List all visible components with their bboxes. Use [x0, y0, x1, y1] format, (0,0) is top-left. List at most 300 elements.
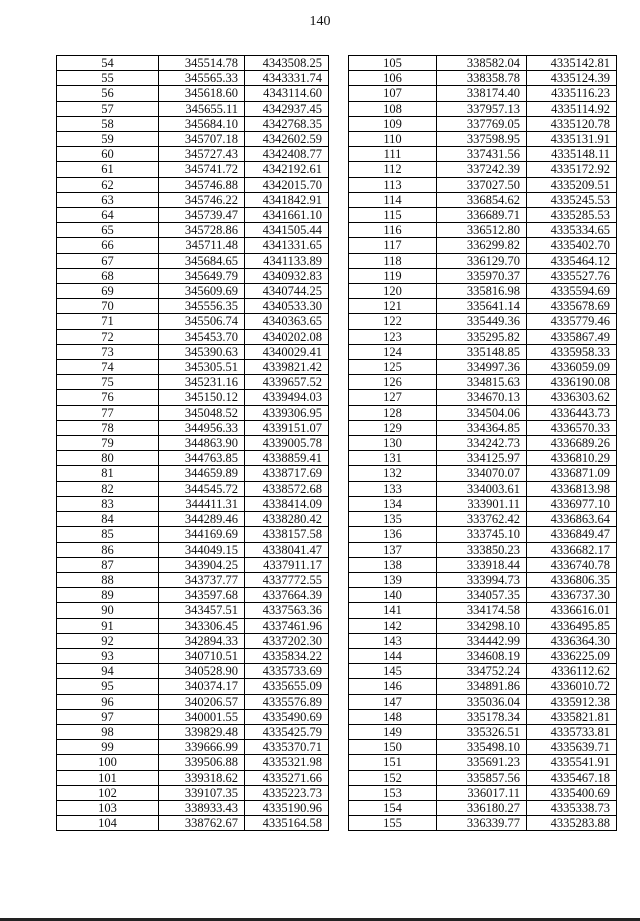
x-coordinate-cell: 339107.35 [159, 785, 245, 800]
point-number-cell: 89 [57, 588, 159, 603]
y-coordinate-cell: 4341133.89 [245, 253, 329, 268]
table-row [349, 71, 617, 86]
x-coordinate-cell: 338174.40 [437, 86, 527, 101]
table-row [57, 709, 329, 724]
y-coordinate-cell: 4335271.66 [245, 770, 329, 785]
point-number-cell: 103 [57, 800, 159, 815]
x-coordinate-cell: 344763.85 [159, 451, 245, 466]
x-coordinate-cell: 345565.33 [159, 71, 245, 86]
y-coordinate-cell: 4342768.35 [245, 116, 329, 131]
y-coordinate-cell: 4335164.58 [245, 816, 329, 831]
x-coordinate-cell: 342894.33 [159, 633, 245, 648]
y-coordinate-cell: 4336740.78 [527, 557, 617, 572]
table-row [349, 496, 617, 511]
table-row [349, 800, 617, 815]
point-number-cell: 70 [57, 299, 159, 314]
point-number-cell: 149 [349, 724, 437, 739]
point-number-cell: 62 [57, 177, 159, 192]
table-row [57, 679, 329, 694]
point-number-cell: 64 [57, 208, 159, 223]
point-number-cell: 123 [349, 329, 437, 344]
x-coordinate-cell: 344863.90 [159, 436, 245, 451]
x-coordinate-cell: 345727.43 [159, 147, 245, 162]
point-number-cell: 66 [57, 238, 159, 253]
table-row [349, 299, 617, 314]
point-number-cell: 110 [349, 132, 437, 147]
y-coordinate-cell: 4336059.09 [527, 360, 617, 375]
y-coordinate-cell: 4335124.39 [527, 71, 617, 86]
point-number-cell: 120 [349, 284, 437, 299]
point-number-cell: 106 [349, 71, 437, 86]
table-row [57, 390, 329, 405]
y-coordinate-cell: 4338414.09 [245, 496, 329, 511]
x-coordinate-cell: 345741.72 [159, 162, 245, 177]
table-row [57, 147, 329, 162]
y-coordinate-cell: 4335678.69 [527, 299, 617, 314]
point-number-cell: 140 [349, 588, 437, 603]
y-coordinate-cell: 4335114.92 [527, 101, 617, 116]
table-row [57, 162, 329, 177]
x-coordinate-cell: 344289.46 [159, 512, 245, 527]
x-coordinate-cell: 334815.63 [437, 375, 527, 390]
x-coordinate-cell: 334174.58 [437, 603, 527, 618]
table-row [349, 572, 617, 587]
table-row [57, 208, 329, 223]
y-coordinate-cell: 4335402.70 [527, 238, 617, 253]
y-coordinate-cell: 4335425.79 [245, 724, 329, 739]
x-coordinate-cell: 335148.85 [437, 344, 527, 359]
point-number-cell: 88 [57, 572, 159, 587]
table-row [57, 664, 329, 679]
point-number-cell: 143 [349, 633, 437, 648]
table-row [57, 512, 329, 527]
point-number-cell: 77 [57, 405, 159, 420]
table-row [57, 572, 329, 587]
table-row [349, 633, 617, 648]
point-number-cell: 122 [349, 314, 437, 329]
table-row [57, 405, 329, 420]
point-number-cell: 129 [349, 420, 437, 435]
point-number-cell: 114 [349, 192, 437, 207]
table-row [349, 56, 617, 71]
point-number-cell: 151 [349, 755, 437, 770]
point-number-cell: 56 [57, 86, 159, 101]
table-row [57, 618, 329, 633]
x-coordinate-cell: 345305.51 [159, 360, 245, 375]
point-number-cell: 155 [349, 816, 437, 831]
table-row [57, 436, 329, 451]
y-coordinate-cell: 4341331.65 [245, 238, 329, 253]
x-coordinate-cell: 345514.78 [159, 56, 245, 71]
point-number-cell: 92 [57, 633, 159, 648]
x-coordinate-cell: 345728.86 [159, 223, 245, 238]
table-row [349, 588, 617, 603]
x-coordinate-cell: 345746.88 [159, 177, 245, 192]
table-row [349, 86, 617, 101]
y-coordinate-cell: 4342937.45 [245, 101, 329, 116]
x-coordinate-cell: 333994.73 [437, 572, 527, 587]
table-row [57, 740, 329, 755]
y-coordinate-cell: 4335733.81 [527, 724, 617, 739]
x-coordinate-cell: 336180.27 [437, 800, 527, 815]
point-number-cell: 127 [349, 390, 437, 405]
y-coordinate-cell: 4335172.92 [527, 162, 617, 177]
x-coordinate-cell: 345711.48 [159, 238, 245, 253]
x-coordinate-cell: 335970.37 [437, 268, 527, 283]
table-row [57, 770, 329, 785]
point-number-cell: 142 [349, 618, 437, 633]
x-coordinate-cell: 335498.10 [437, 740, 527, 755]
point-number-cell: 132 [349, 466, 437, 481]
y-coordinate-cell: 4335594.69 [527, 284, 617, 299]
y-coordinate-cell: 4335116.23 [527, 86, 617, 101]
table-row [349, 329, 617, 344]
y-coordinate-cell: 4335245.53 [527, 192, 617, 207]
point-number-cell: 115 [349, 208, 437, 223]
point-number-cell: 65 [57, 223, 159, 238]
x-coordinate-cell: 334608.19 [437, 648, 527, 663]
point-number-cell: 139 [349, 572, 437, 587]
table-row [57, 800, 329, 815]
table-row [349, 770, 617, 785]
x-coordinate-cell: 336689.71 [437, 208, 527, 223]
table-row [349, 375, 617, 390]
y-coordinate-cell: 4336010.72 [527, 679, 617, 694]
x-coordinate-cell: 334442.99 [437, 633, 527, 648]
table-row [349, 162, 617, 177]
table-row [57, 268, 329, 283]
y-coordinate-cell: 4341842.91 [245, 192, 329, 207]
y-coordinate-cell: 4335834.22 [245, 648, 329, 663]
y-coordinate-cell: 4335338.73 [527, 800, 617, 815]
y-coordinate-cell: 4335334.65 [527, 223, 617, 238]
y-coordinate-cell: 4335912.38 [527, 694, 617, 709]
point-number-cell: 68 [57, 268, 159, 283]
y-coordinate-cell: 4337772.55 [245, 572, 329, 587]
x-coordinate-cell: 336017.11 [437, 785, 527, 800]
table-row [349, 527, 617, 542]
point-number-cell: 107 [349, 86, 437, 101]
x-coordinate-cell: 339666.99 [159, 740, 245, 755]
y-coordinate-cell: 4339657.52 [245, 375, 329, 390]
point-number-cell: 108 [349, 101, 437, 116]
point-number-cell: 148 [349, 709, 437, 724]
coordinates-table-right [348, 55, 617, 831]
point-number-cell: 76 [57, 390, 159, 405]
table-row [349, 451, 617, 466]
x-coordinate-cell: 335295.82 [437, 329, 527, 344]
y-coordinate-cell: 4336443.73 [527, 405, 617, 420]
point-number-cell: 144 [349, 648, 437, 663]
point-number-cell: 72 [57, 329, 159, 344]
x-coordinate-cell: 339829.48 [159, 724, 245, 739]
point-number-cell: 124 [349, 344, 437, 359]
y-coordinate-cell: 4339151.07 [245, 420, 329, 435]
point-number-cell: 113 [349, 177, 437, 192]
y-coordinate-cell: 4337664.39 [245, 588, 329, 603]
x-coordinate-cell: 335857.56 [437, 770, 527, 785]
y-coordinate-cell: 4335400.69 [527, 785, 617, 800]
point-number-cell: 81 [57, 466, 159, 481]
table-row [57, 253, 329, 268]
y-coordinate-cell: 4335223.73 [245, 785, 329, 800]
table-row [349, 664, 617, 679]
table-row [349, 314, 617, 329]
y-coordinate-cell: 4336689.26 [527, 436, 617, 451]
table-row [349, 344, 617, 359]
x-coordinate-cell: 345609.69 [159, 284, 245, 299]
y-coordinate-cell: 4335131.91 [527, 132, 617, 147]
point-number-cell: 57 [57, 101, 159, 116]
y-coordinate-cell: 4335576.89 [245, 694, 329, 709]
x-coordinate-cell: 333918.44 [437, 557, 527, 572]
table-row [349, 192, 617, 207]
point-number-cell: 60 [57, 147, 159, 162]
x-coordinate-cell: 338582.04 [437, 56, 527, 71]
x-coordinate-cell: 334298.10 [437, 618, 527, 633]
point-number-cell: 112 [349, 162, 437, 177]
x-coordinate-cell: 335036.04 [437, 694, 527, 709]
table-row [57, 132, 329, 147]
table-row [349, 101, 617, 116]
point-number-cell: 100 [57, 755, 159, 770]
x-coordinate-cell: 333850.23 [437, 542, 527, 557]
x-coordinate-cell: 335641.14 [437, 299, 527, 314]
y-coordinate-cell: 4335464.12 [527, 253, 617, 268]
table-row [57, 755, 329, 770]
y-coordinate-cell: 4336810.29 [527, 451, 617, 466]
y-coordinate-cell: 4343114.60 [245, 86, 329, 101]
table-row [57, 785, 329, 800]
point-number-cell: 99 [57, 740, 159, 755]
y-coordinate-cell: 4335541.91 [527, 755, 617, 770]
x-coordinate-cell: 340374.17 [159, 679, 245, 694]
point-number-cell: 87 [57, 557, 159, 572]
table-row [57, 694, 329, 709]
y-coordinate-cell: 4336682.17 [527, 542, 617, 557]
table-row [57, 420, 329, 435]
point-number-cell: 94 [57, 664, 159, 679]
point-number-cell: 150 [349, 740, 437, 755]
coordinates-table-left [56, 55, 329, 831]
table-row [349, 740, 617, 755]
y-coordinate-cell: 4336190.08 [527, 375, 617, 390]
x-coordinate-cell: 345649.79 [159, 268, 245, 283]
x-coordinate-cell: 333901.11 [437, 496, 527, 511]
y-coordinate-cell: 4335283.88 [527, 816, 617, 831]
x-coordinate-cell: 334997.36 [437, 360, 527, 375]
y-coordinate-cell: 4335209.51 [527, 177, 617, 192]
table-row [57, 299, 329, 314]
y-coordinate-cell: 4338280.42 [245, 512, 329, 527]
point-number-cell: 152 [349, 770, 437, 785]
table-row [57, 451, 329, 466]
x-coordinate-cell: 334070.07 [437, 466, 527, 481]
y-coordinate-cell: 4335120.78 [527, 116, 617, 131]
x-coordinate-cell: 334504.06 [437, 405, 527, 420]
point-number-cell: 153 [349, 785, 437, 800]
table-row [57, 603, 329, 618]
y-coordinate-cell: 4339821.42 [245, 360, 329, 375]
x-coordinate-cell: 345684.10 [159, 116, 245, 131]
x-coordinate-cell: 344545.72 [159, 481, 245, 496]
y-coordinate-cell: 4335821.81 [527, 709, 617, 724]
x-coordinate-cell: 340710.51 [159, 648, 245, 663]
point-number-cell: 83 [57, 496, 159, 511]
y-coordinate-cell: 4335370.71 [245, 740, 329, 755]
table-row [57, 71, 329, 86]
point-number-cell: 146 [349, 679, 437, 694]
y-coordinate-cell: 4336977.10 [527, 496, 617, 511]
y-coordinate-cell: 4338157.58 [245, 527, 329, 542]
x-coordinate-cell: 338933.43 [159, 800, 245, 815]
point-number-cell: 93 [57, 648, 159, 663]
y-coordinate-cell: 4335190.96 [245, 800, 329, 815]
y-coordinate-cell: 4342015.70 [245, 177, 329, 192]
x-coordinate-cell: 339506.88 [159, 755, 245, 770]
table-row [349, 648, 617, 663]
point-number-cell: 109 [349, 116, 437, 131]
point-number-cell: 98 [57, 724, 159, 739]
x-coordinate-cell: 343597.68 [159, 588, 245, 603]
table-row [349, 694, 617, 709]
y-coordinate-cell: 4338041.47 [245, 542, 329, 557]
x-coordinate-cell: 337027.50 [437, 177, 527, 192]
y-coordinate-cell: 4336225.09 [527, 648, 617, 663]
table-row [349, 116, 617, 131]
table-row [349, 268, 617, 283]
y-coordinate-cell: 4339005.78 [245, 436, 329, 451]
point-number-cell: 128 [349, 405, 437, 420]
table-row [349, 724, 617, 739]
x-coordinate-cell: 345390.63 [159, 344, 245, 359]
x-coordinate-cell: 345556.35 [159, 299, 245, 314]
x-coordinate-cell: 334125.97 [437, 451, 527, 466]
y-coordinate-cell: 4338572.68 [245, 481, 329, 496]
x-coordinate-cell: 336339.77 [437, 816, 527, 831]
y-coordinate-cell: 4340202.08 [245, 329, 329, 344]
y-coordinate-cell: 4343331.74 [245, 71, 329, 86]
y-coordinate-cell: 4336849.47 [527, 527, 617, 542]
table-row [57, 816, 329, 831]
table-row [57, 633, 329, 648]
x-coordinate-cell: 335816.98 [437, 284, 527, 299]
table-row [349, 679, 617, 694]
y-coordinate-cell: 4335958.33 [527, 344, 617, 359]
table-row [349, 481, 617, 496]
y-coordinate-cell: 4337461.96 [245, 618, 329, 633]
table-row [57, 116, 329, 131]
y-coordinate-cell: 4336616.01 [527, 603, 617, 618]
point-number-cell: 145 [349, 664, 437, 679]
point-number-cell: 78 [57, 420, 159, 435]
x-coordinate-cell: 334752.24 [437, 664, 527, 679]
table-row [349, 603, 617, 618]
y-coordinate-cell: 4336806.35 [527, 572, 617, 587]
x-coordinate-cell: 344411.31 [159, 496, 245, 511]
point-number-cell: 138 [349, 557, 437, 572]
table-row [349, 542, 617, 557]
point-number-cell: 96 [57, 694, 159, 709]
y-coordinate-cell: 4339306.95 [245, 405, 329, 420]
point-number-cell: 102 [57, 785, 159, 800]
x-coordinate-cell: 337957.13 [437, 101, 527, 116]
x-coordinate-cell: 336299.82 [437, 238, 527, 253]
y-coordinate-cell: 4339494.03 [245, 390, 329, 405]
y-coordinate-cell: 4336570.33 [527, 420, 617, 435]
table-row [349, 816, 617, 831]
y-coordinate-cell: 4340932.83 [245, 268, 329, 283]
y-coordinate-cell: 4335867.49 [527, 329, 617, 344]
point-number-cell: 147 [349, 694, 437, 709]
table-row [57, 223, 329, 238]
point-number-cell: 136 [349, 527, 437, 542]
x-coordinate-cell: 337598.95 [437, 132, 527, 147]
point-number-cell: 95 [57, 679, 159, 694]
x-coordinate-cell: 344049.15 [159, 542, 245, 557]
table-row [349, 436, 617, 451]
x-coordinate-cell: 337242.39 [437, 162, 527, 177]
x-coordinate-cell: 345707.18 [159, 132, 245, 147]
y-coordinate-cell: 4336495.85 [527, 618, 617, 633]
x-coordinate-cell: 345048.52 [159, 405, 245, 420]
point-number-cell: 126 [349, 375, 437, 390]
y-coordinate-cell: 4336813.98 [527, 481, 617, 496]
y-coordinate-cell: 4336871.09 [527, 466, 617, 481]
table-row [57, 344, 329, 359]
point-number-cell: 74 [57, 360, 159, 375]
table-row [349, 785, 617, 800]
x-coordinate-cell: 334242.73 [437, 436, 527, 451]
table-row [349, 284, 617, 299]
x-coordinate-cell: 334364.85 [437, 420, 527, 435]
y-coordinate-cell: 4335733.69 [245, 664, 329, 679]
y-coordinate-cell: 4336737.30 [527, 588, 617, 603]
table-row [349, 390, 617, 405]
table-row [57, 466, 329, 481]
table-row [349, 466, 617, 481]
table-row [349, 223, 617, 238]
x-coordinate-cell: 335178.34 [437, 709, 527, 724]
x-coordinate-cell: 343737.77 [159, 572, 245, 587]
y-coordinate-cell: 4342192.61 [245, 162, 329, 177]
point-number-cell: 133 [349, 481, 437, 496]
y-coordinate-cell: 4336364.30 [527, 633, 617, 648]
x-coordinate-cell: 338762.67 [159, 816, 245, 831]
point-number-cell: 71 [57, 314, 159, 329]
y-coordinate-cell: 4335527.76 [527, 268, 617, 283]
y-coordinate-cell: 4340533.30 [245, 299, 329, 314]
x-coordinate-cell: 344659.89 [159, 466, 245, 481]
table-row [349, 557, 617, 572]
table-row [349, 618, 617, 633]
x-coordinate-cell: 336854.62 [437, 192, 527, 207]
y-coordinate-cell: 4335490.69 [245, 709, 329, 724]
table-row [349, 132, 617, 147]
x-coordinate-cell: 334670.13 [437, 390, 527, 405]
x-coordinate-cell: 335691.23 [437, 755, 527, 770]
x-coordinate-cell: 344956.33 [159, 420, 245, 435]
point-number-cell: 118 [349, 253, 437, 268]
y-coordinate-cell: 4338859.41 [245, 451, 329, 466]
point-number-cell: 125 [349, 360, 437, 375]
x-coordinate-cell: 345746.22 [159, 192, 245, 207]
point-number-cell: 82 [57, 481, 159, 496]
point-number-cell: 141 [349, 603, 437, 618]
table-row [57, 314, 329, 329]
point-number-cell: 85 [57, 527, 159, 542]
y-coordinate-cell: 4340029.41 [245, 344, 329, 359]
